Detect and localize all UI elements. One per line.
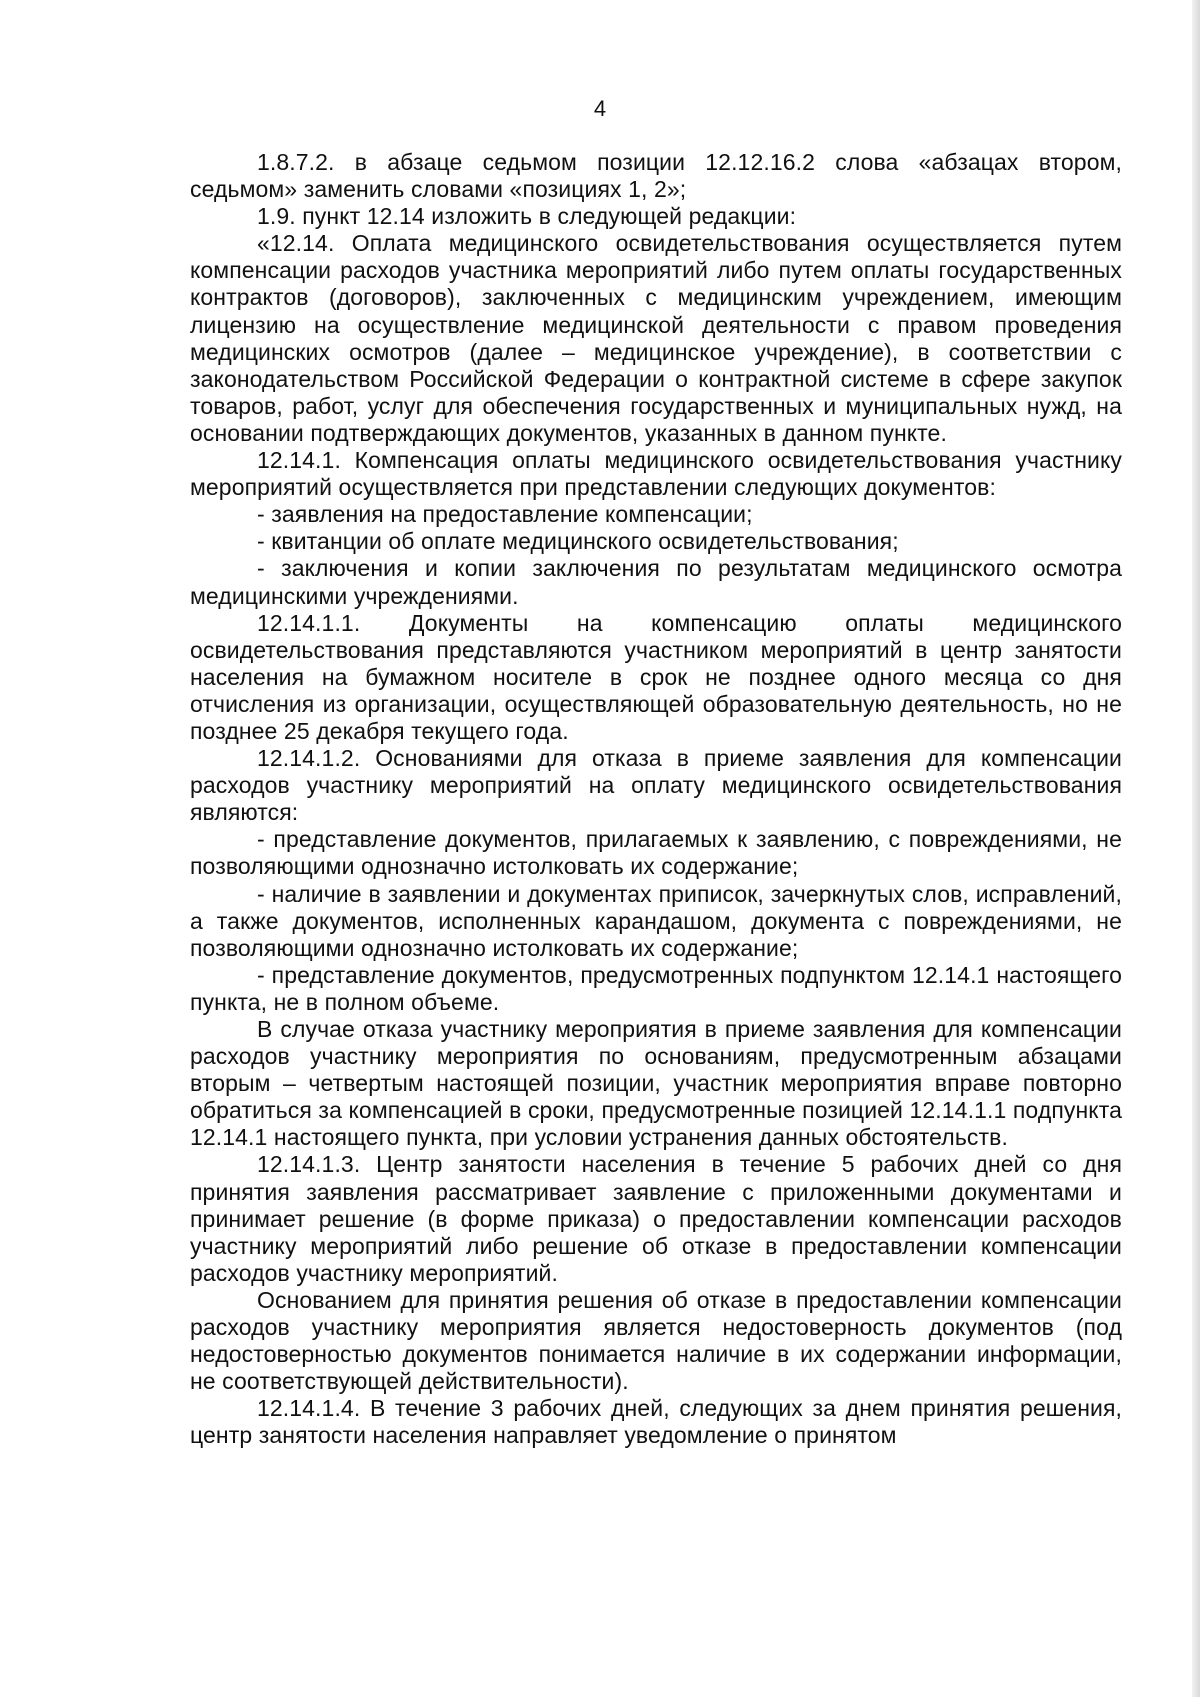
list-item-application: - заявления на предоставление компенсации;: [257, 501, 753, 528]
list-item-damaged-documents: - представление документов, прилагаемых к заявлению, с повреждениями, не позволяющими однозначно истолковать их содержание;: [190, 826, 1122, 880]
paragraph-12-14-1-1: 12.14.1.1. Документы на компенсацию оплаты медицинского освидетельствования представляются участником мероприятий в центр занятости населения на бумажном носителе в срок не позднее одного месяца со дня отчисления из организации, осуществляющей образовательную деятельность, но не позднее 25 декабря текущего года.: [190, 609, 1122, 744]
page-edge-shadow: [1192, 0, 1200, 1697]
paragraph-12-14: «12.14. Оплата медицинского освидетельствования осуществляется путем компенсации расходов участника мероприятий либо путем оплаты государственных контрактов (договоров), заключенных с медицинским учреждением, имеющим лицензию на осуществление медицинской деятельности с правом проведения медицинских осмотров (далее – медицинское учреждение), в соответствии с законодательством Российской Федерации о контрактной системе в сфере закупок товаров, работ, услуг для обеспечения государственных и муниципальных нужд, на основании подтверждающих документов, указанных в данном пункте.: [190, 230, 1122, 446]
list-item-conclusion: - заключения и копии заключения по результатам медицинского осмотра медицинскими учреждениями.: [190, 555, 1122, 609]
paragraph-refusal-basis: Основанием для принятия решения об отказе в предоставлении компенсации расходов участнику мероприятия является недостоверность документов (под недостоверностью документов понимается наличие в их содержании информации, не соответствующей действительности).: [190, 1286, 1122, 1395]
document-body: [190, 149, 1122, 1450]
paragraph-12-14-1-4: 12.14.1.4. В течение 3 рабочих дней, следующих за днем принятия решения, центр занятости населения направляет уведомление о принятом: [190, 1395, 1122, 1449]
paragraph-12-14-1-3: 12.14.1.3. Центр занятости населения в течение 5 рабочих дней со дня принятия заявления рассматривает заявление с приложенными документами и принимает решение (в форме приказа) о предоставлении компенсации расходов участнику мероприятий либо решение об отказе в предоставлении компенсации расходов участнику мероприятий.: [190, 1151, 1122, 1286]
list-item-receipt: - квитанции об оплате медицинского освидетельствования;: [257, 528, 899, 555]
page-number: 4: [593, 96, 607, 121]
list-item-corrections: - наличие в заявлении и документах приписок, зачеркнутых слов, исправлений, а также документов, исполненных карандашом, документа с повреждениями, не позволяющими однозначно истолковать их содержание;: [190, 880, 1122, 961]
paragraph-1-8-7-2: 1.8.7.2. в абзаце седьмом позиции 12.12.16.2 слова «абзацах втором, седьмом» заменить словами «позициях 1, 2»;: [190, 149, 1122, 203]
paragraph-refusal-case: В случае отказа участнику мероприятия в приеме заявления для компенсации расходов участнику мероприятия по основаниям, предусмотренным абзацами вторым – четвертым настоящей позиции, участник мероприятия вправе повторно обратиться за компенсацией в сроки, предусмотренные позицией 12.14.1.1 подпункта 12.14.1 настоящего пункта, при условии устранения данных обстоятельств.: [190, 1016, 1122, 1151]
paragraph-12-14-1-2: 12.14.1.2. Основаниями для отказа в приеме заявления для компенсации расходов участнику мероприятий на оплату медицинского освидетельствования являются:: [190, 745, 1122, 826]
paragraph-1-9: 1.9. пункт 12.14 изложить в следующей редакции:: [257, 203, 797, 230]
list-item-incomplete: - представление документов, предусмотренных подпунктом 12.14.1 настоящего пункта, не в полном объеме.: [190, 961, 1122, 1015]
paragraph-12-14-1: 12.14.1. Компенсация оплаты медицинского освидетельствования участнику мероприятий осуществляется при представлении следующих документов:: [190, 447, 1122, 501]
